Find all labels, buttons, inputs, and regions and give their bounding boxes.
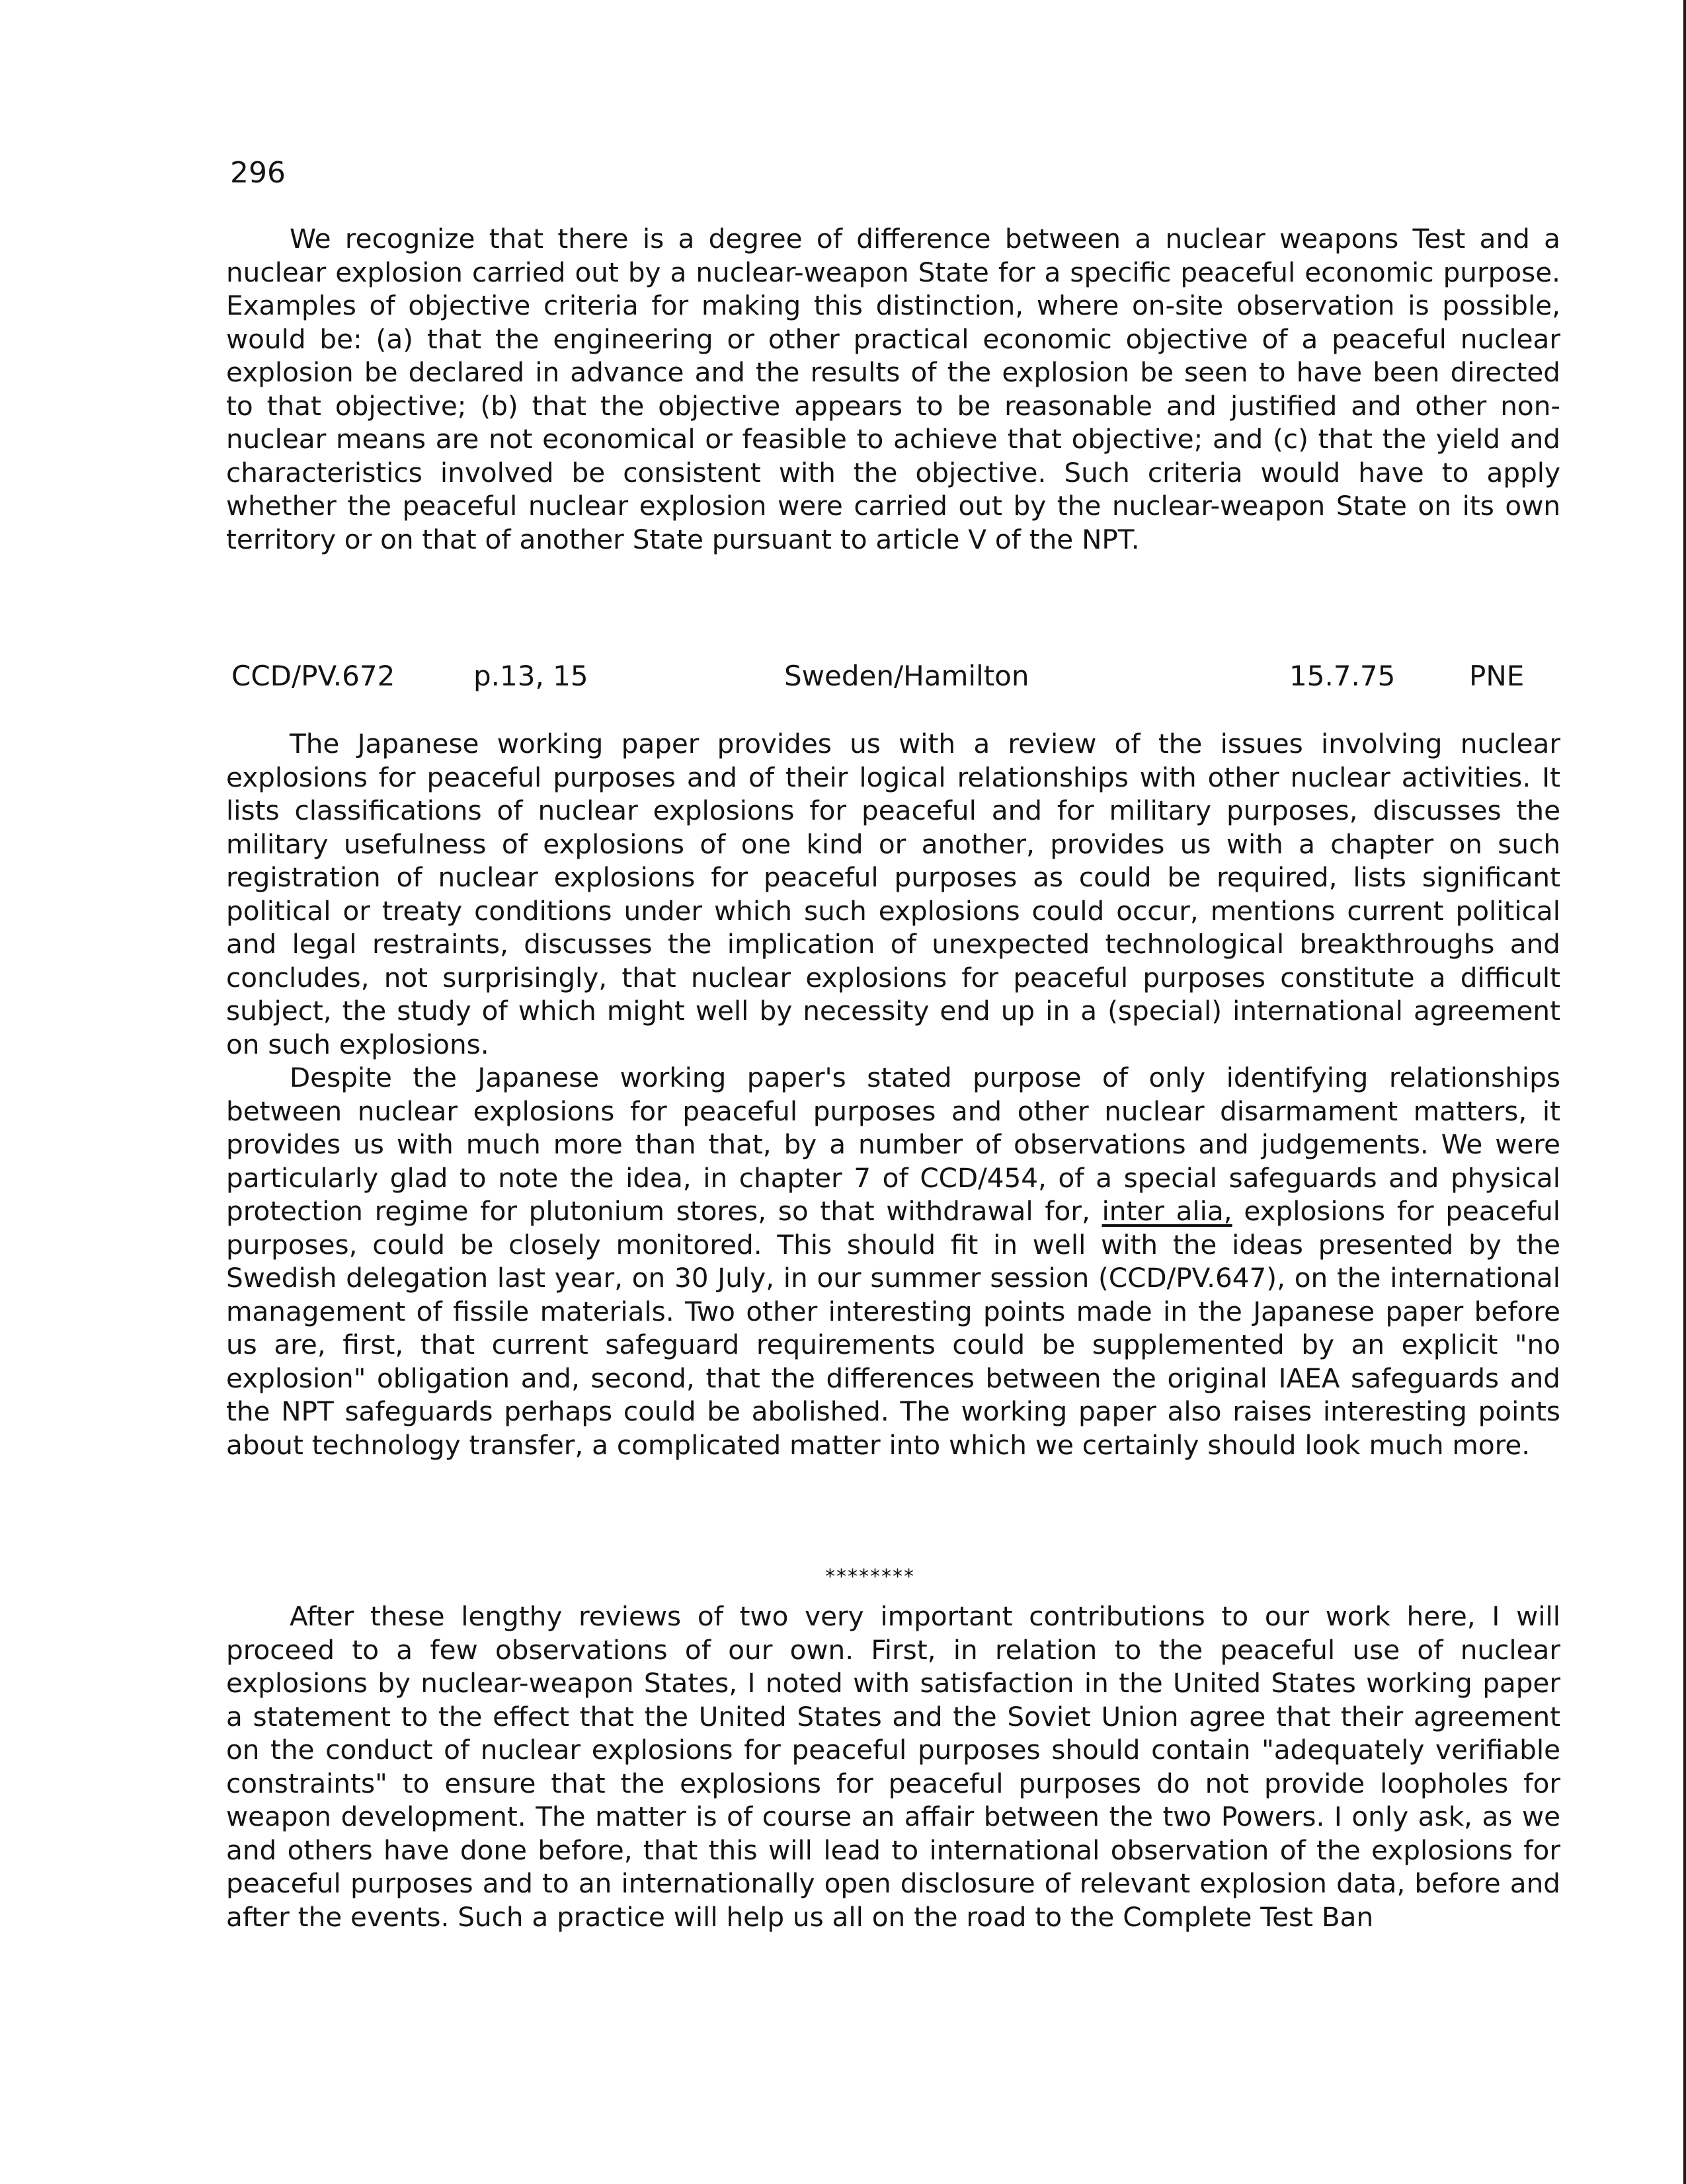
date-reference: 15.7.75 — [1289, 660, 1396, 692]
closing-paragraph: After these lengthy reviews of two very important contributions to our work here, I will proceed to a few observations of our own. First, in relation to the peaceful use of nuclear explosions by nuclear-weapon States, I noted with satisfaction in the United States working paper a statement to the effect that the United States and the Soviet Union agree that their agreement on the conduct of nuclear explosions for peaceful purposes should contain "adequately verifiable constraints" to ensure that the explosions for peaceful purposes do not provide loopholes for weapon development. The matter is of course an affair between the two Powers. I only ask, as we and others have done before, that this will lead to international observation of the explosions for peaceful purposes and to an internationally open disclosure of relevant explosion data, before and after the events. Such a practice will help us all on the road to the Complete Test Ban — [226, 1600, 1560, 1933]
page-reference: p.13, 15 — [473, 660, 588, 692]
inter-alia-emphasis: inter alia, — [1102, 1195, 1232, 1227]
page-number: 296 — [230, 156, 286, 190]
body-paragraph-2-end: explosions for peaceful purposes, could be closely monitored. This should fit in well with the ideas presented by the Swedish delegation last year, on 30 July, in our summer session (CCD/PV.647), on the international management of fissile materials. Two other interesting points made in the Japanese paper before us are, first, that current safeguard requirements could be supplemented by an explicit "no explosion" obligation and, second, that the differences between the original IAEA safeguards and the NPT safeguards perhaps could be abolished. The working paper also raises interesting points about technology transfer, a complicated matter into which we certainly should look much more. — [226, 1195, 1561, 1461]
speaker-reference: Sweden/Hamilton — [784, 660, 1029, 692]
intro-paragraph: We recognize that there is a degree of difference between a nuclear weapons Test and a nuclear explosion carried out by a nuclear-weapon State for a specific peaceful economic purpose. Examples of objective criteria for making this distinction, where on-site observation is possible, would be: (a) that the engineering or other practical economic objective of a peaceful nuclear explosion be declared in advance and the results of the explosion be seen to have been directed to that objective; (b) that the objective appears to be reasonable and justified and other non-nuclear means are not economical or feasible to achieve that objective; and (c) that the yield and characteristics involved be consistent with the objective. Such criteria would have to apply whether the peaceful nuclear explosion were carried out by the nuclear-weapon State on its own territory or on that of another State pursuant to article V of the NPT. — [226, 223, 1560, 555]
record-header — [0, 660, 1686, 699]
body-paragraph-2 — [226, 1061, 1560, 1462]
body-paragraph-1: The Japanese working paper provides us with a review of the issues involving nuclear explosions for peaceful purposes and of their logical relationships with other nuclear activities. It lists classifications of nuclear explosions for peaceful and for military purposes, discusses the military usefulness of explosions of one kind or another, provides us with a chapter on such registration of nuclear explosions for peaceful purposes as could be required, lists significant political or treaty conditions under which such explosions could occur, mentions current political and legal restraints, discusses the implication of unexpected technological breakthroughs and concludes, not surprisingly, that nuclear explosions for peaceful purposes constitute a difficult subject, the study of which might well by necessity end up in a (special) international agreement on such explosions. — [226, 728, 1560, 1060]
closing-section — [226, 1600, 1560, 1933]
topic-reference: PNE — [1469, 660, 1525, 692]
intro-section — [226, 222, 1560, 556]
body-paragraph-2-start: Despite the Japanese working paper's stated purpose of only identifying relationships between nuclear explosions for peaceful purposes and other nuclear disarmament matters, it provides us with much more than that, by a number of observations and judgements. We were particularly glad to note the idea, in chapter 7 of CCD/454, of a special safeguards and physical protection regime for plutonium stores, so that withdrawal for, — [226, 1062, 1560, 1227]
section-separator: ******** — [825, 1565, 915, 1588]
statement-body — [226, 727, 1560, 1462]
scan-edge-line — [1683, 0, 1686, 2184]
document-reference: CCD/PV.672 — [231, 660, 395, 692]
